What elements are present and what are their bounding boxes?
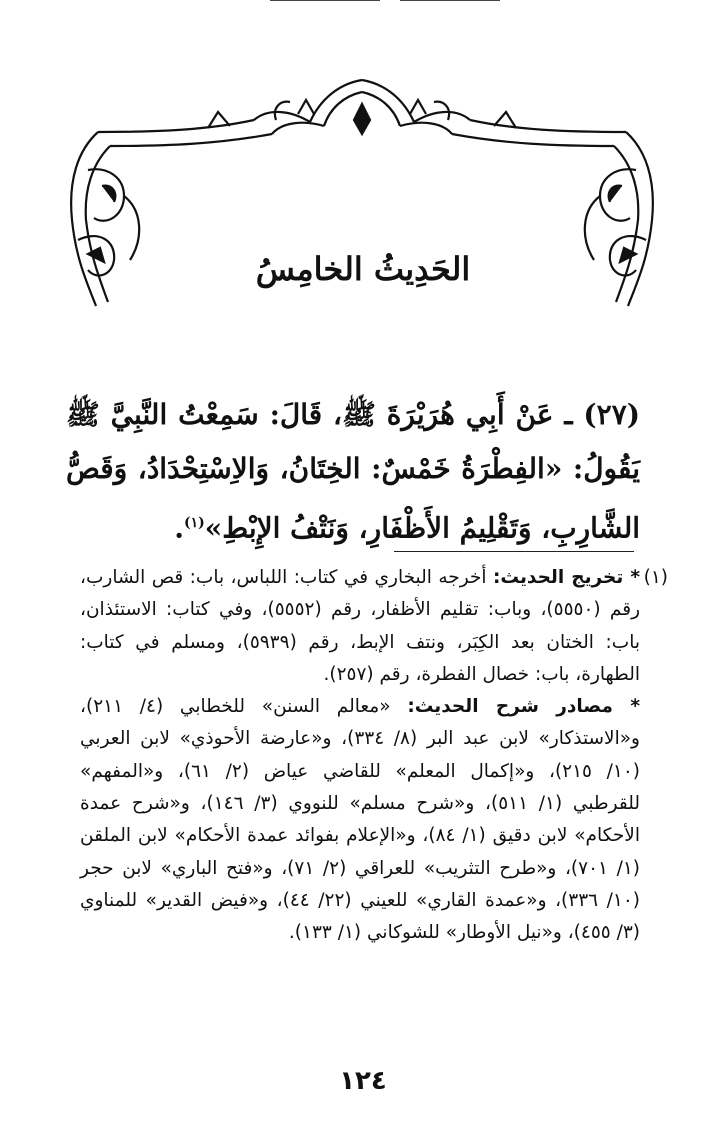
hadith-text [66,388,640,555]
hadith-number: (٢٧) [583,398,640,431]
page-number: ١٢٤ [339,1066,387,1096]
footnote-reference: (١) [184,515,205,531]
masadir-text: «معالم السنن» للخطابي (٤/ ٢١١)، و«الاستذكار» لابن عبد البر (٨/ ٣٣٤)، و«عارضة الأحوذي» لابن العربي (١٠/ ٢١٥)، و«إكمال المعلم» للقاضي عياض (٢/ ٦١)، و«المفهم» للقرطبي (١/ ٥١١)، و«شرح مسلم» للنووي (٣/ ١٤٦)، و«شرح عمدة الأحكام» لابن دقيق (١/ ٨٤)، و«الإعلام بفوائد عمدة الأحكام» لابن الملقن (١/ ٧٠١)، و«طرح التثريب» للعراقي (٢/ ٧١)، و«فتح الباري» لابن حجر (١٠/ ٣٣٦)، و«عمدة القاري» للعيني (٢٢/ ٤٤)، و«فيض القدير» للمناوي (٣/ ٤٥٥)، و«نيل الأوطار» للشوكاني (١/ ١٣٣). [80,696,640,944]
takhrij-label: * تخريج الحديث: [492,567,641,588]
masadir-label: * مصادر شرح الحديث: [407,696,640,718]
header-rules [270,0,500,4]
footnote-masadir [80,691,640,949]
takhrij-text: أخرجه البخاري في كتاب: اللباس، باب: قص الشارب، رقم (٥٥٥٠)، وباب: تقليم الأظفار، رقم (٥٥٥٢)، وفي كتاب: الاستئذان، باب: الختان بعد الكِبَر، ونتف الإبط، رقم (٥٩٣٩)، ومسلم في كتاب: الطهارة، باب: خصال الفطرة، رقم (٢٥٧). [80,567,641,685]
footnote-takhrij [80,562,668,691]
chapter-title: الحَدِيثُ الخامِسُ [255,250,471,288]
hadith-end-mark: . [174,511,184,545]
footnote-divider [394,551,634,552]
footnote-number: (١) [643,567,668,588]
hadith-body: ـ عَنْ أَبِي هُرَيْرَةَ ﷺ، قَالَ: سَمِعْتُ النَّبِيَّ ﷺ يَقُولُ: «الفِطْرَةُ خَمْسٌ: الخِتَانُ، وَالاِسْتِحْدَادُ، وَقَصُّ الشَّارِبِ، وَتَقْلِيمُ الأَظْفَارِ، وَنَتْفُ الإِبْطِ» [66,398,640,545]
footnotes [80,562,668,950]
